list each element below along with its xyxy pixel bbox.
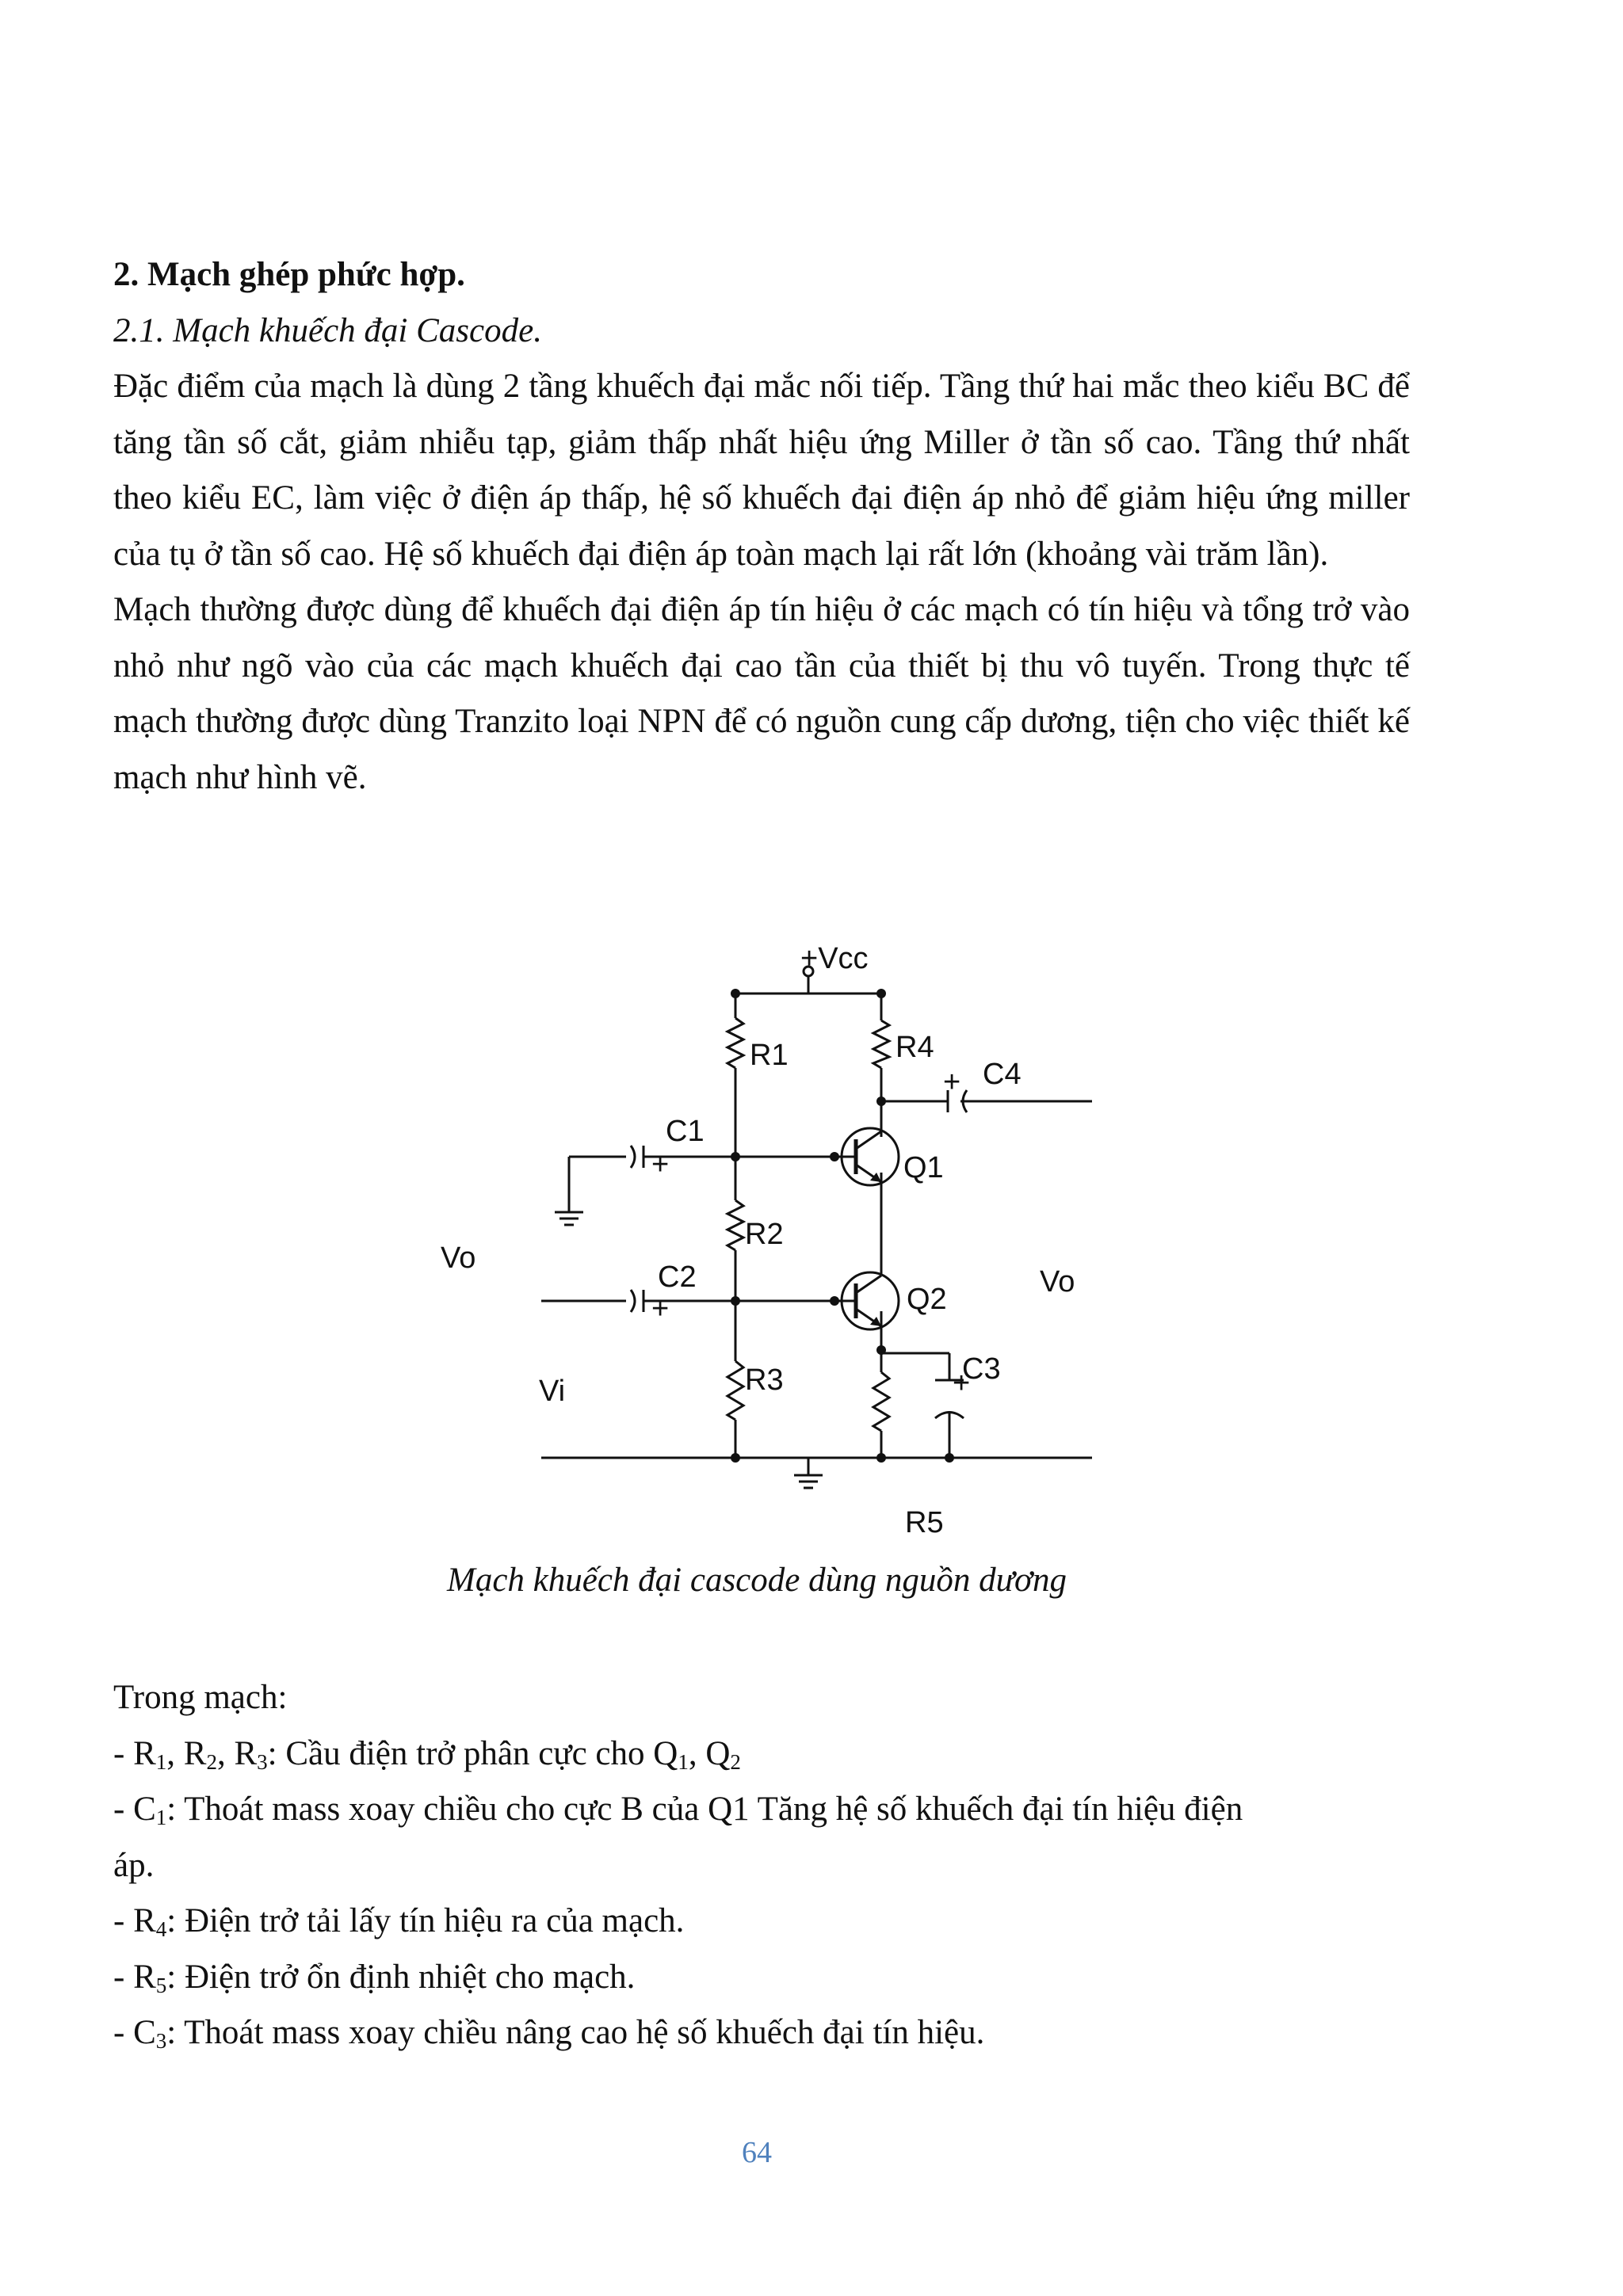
in-circuit-label: Trong mạch:	[113, 1679, 288, 1716]
text-bottom	[113, 1670, 1410, 2061]
label-r1: R1	[750, 1039, 789, 1072]
q2-emitter-arrow-icon	[870, 1317, 881, 1326]
list-item: - $R_5$: Điện trở ổn định nhiệt cho mạch.	[113, 1958, 636, 1997]
label-vo-right: Vo	[1040, 1265, 1075, 1299]
label-r5: R5	[905, 1506, 944, 1539]
label-r2: R2	[745, 1218, 784, 1251]
paragraph-1: Đặc điểm của mạch là dùng 2 tầng khuếch đại mắc nối tiếp. Tầng thứ hai mắc theo kiểu BC để tăng tần số cắt, giảm nhiễu tạp, giảm thấp nhất hiệu ứng Miller ở tần số cao. Tầng thứ nhất theo kiểu EC, làm việc ở điện áp thấp, hệ số khuếch đại điện áp nhỏ để giảm hiệu ứng miller của tụ ở tần số cao. Hệ số khuếch đại điện áp toàn mạch lại rất lớn (khoảng vài trăm lần).	[113, 368, 1410, 573]
label-vi: Vi	[539, 1375, 566, 1408]
label-vcc: +Vcc	[800, 942, 869, 975]
list-item: - $R_1$, $R_2$, $R_3$: Cầu điện trở phân cực cho $Q_1$, $Q_2$	[113, 1734, 741, 1774]
figure-caption: Mạch khuếch đại cascode dùng nguồn dương	[447, 1562, 1067, 1599]
label-c2-plus: +	[651, 1292, 670, 1325]
transistor-q2-symbol	[834, 1272, 899, 1339]
label-c4: C4	[983, 1058, 1022, 1091]
label-c1-plus: +	[651, 1148, 670, 1181]
transistor-q1-symbol	[834, 1128, 899, 1185]
label-c4-plus: +	[943, 1066, 961, 1099]
circuit-wires	[541, 976, 1092, 1488]
section-heading: 2. Mạch ghép phức hợp.	[113, 256, 465, 293]
label-r3: R3	[745, 1363, 784, 1397]
list-item: - $C_3$: Thoát mass xoay chiều nâng cao hệ số khuếch đại tín hiệu.	[113, 2014, 985, 2053]
q1-emitter-arrow-icon	[870, 1173, 881, 1182]
page-number: 64	[742, 2136, 772, 2169]
label-c3: C3	[962, 1352, 1001, 1386]
label-q1: Q1	[903, 1151, 944, 1184]
label-c1: C1	[666, 1115, 705, 1148]
label-c3-plus: +	[953, 1367, 971, 1400]
label-r4: R4	[896, 1031, 934, 1064]
label-c2: C2	[658, 1261, 697, 1294]
list-item-continuation: áp.	[113, 1846, 155, 1884]
label-q2: Q2	[907, 1283, 947, 1316]
list-item: - $C_1$: Thoát mass xoay chiều cho cực B của Q1 Tăng hệ số khuếch đại tín hiệu điện	[113, 1791, 1243, 1829]
paragraph-2: Mạch thường được dùng để khuếch đại điện áp tín hiệu ở các mạch có tín hiệu và tổng trở vào nhỏ như ngõ vào của các mạch khuếch đại cao tần của thiết bị thu vô tuyến. Trong thực tế mạch thường được dùng Tranzito loại NPN để có nguồn cung cấp dương, tiện cho việc thiết kế mạch như hình vẽ.	[113, 591, 1410, 796]
label-vo-left: Vo	[441, 1241, 476, 1275]
list-item: - $R_4$: Điện trở tải lấy tín hiệu ra của mạch.	[113, 1902, 685, 1941]
subsection-heading: 2.1. Mạch khuếch đại Cascode.	[113, 311, 542, 349]
